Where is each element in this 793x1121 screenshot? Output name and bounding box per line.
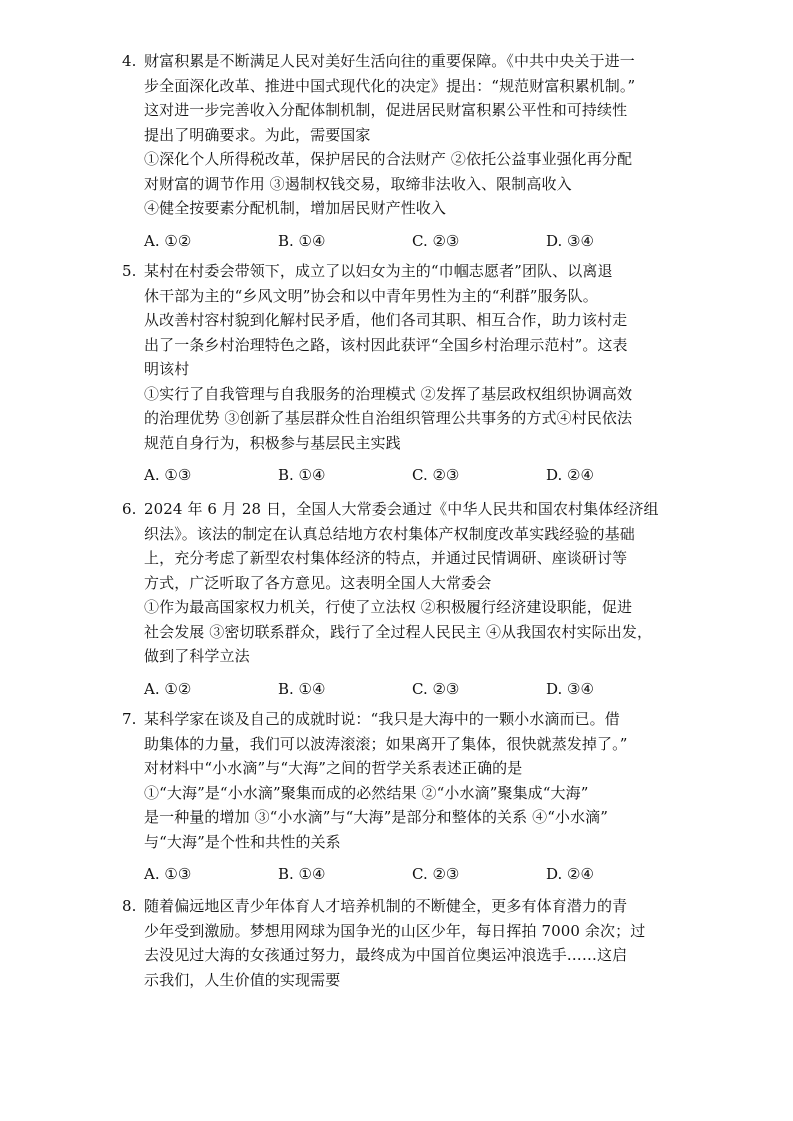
question-number: 8.	[122, 897, 137, 915]
question-8	[124, 894, 672, 992]
question-stem-text: 某科学家在谈及自己的成就时说：“我只是大海中的一颗小水滴而已。借	[144, 710, 620, 728]
question-stem-line: 步全面深化改革、推进中国式现代化的决定》提出：“规范财富积累机制。”	[144, 76, 636, 95]
statement-line: 的治理优势 ③创新了基层群众性自治组织管理公共事务的方式④村民依法	[144, 409, 633, 427]
statement-line: ①实行了自我管理与自我服务的治理模式 ②发挥了基层政权组织协调高效	[144, 384, 633, 403]
question-stem-line: 上，充分考虑了新型农村集体经济的特点，并通过民情调研、座谈研讨等	[144, 549, 628, 567]
question-6	[124, 497, 672, 703]
question-5	[124, 259, 672, 489]
option-c[interactable]: C. ②③	[412, 679, 460, 698]
option-b[interactable]: B. ①④	[278, 466, 326, 484]
option-d[interactable]: D. ③④	[546, 231, 594, 250]
statement-line: 对财富的调节作用 ③遏制权钱交易，取缔非法收入、限制高收入	[144, 174, 572, 193]
option-b[interactable]: B. ①④	[278, 231, 326, 250]
question-stem-line: 出了一条乡村治理特色之路，该村因此获评“全国乡村治理示范村”。这表	[144, 335, 628, 354]
answer-options	[124, 860, 672, 888]
option-d[interactable]: D. ③④	[546, 679, 594, 698]
question-stem-line: 织法》。该法的制定在认真总结地方农村集体产权制度改革实践经验的基础	[144, 524, 635, 543]
statement-line: 是一种量的增加 ③“小水滴”与“大海”是部分和整体的关系 ④“小水滴”	[144, 808, 609, 826]
question-stem-line: 对材料中“小水滴”与“大海”之间的哲学关系表述正确的是	[144, 759, 523, 777]
option-a[interactable]: A. ①②	[144, 679, 192, 698]
question-stem-line: 少年受到激励。梦想用网球为国争光的山区少年，每日挥拍 7000 余次；过	[144, 921, 646, 940]
question-stem-text: 2024 年 6 月 28 日，全国人大常委会通过《中华人民共和国农村集体经济组	[144, 500, 659, 518]
option-d[interactable]: D. ②④	[546, 466, 594, 484]
statement-line: 做到了科学立法	[144, 647, 250, 665]
question-stem-line: 明该村	[144, 360, 190, 378]
question-stem-line: 从改善村容村貌到化解村民矛盾，他们各司其职、相互合作，助力该村走	[144, 311, 628, 329]
question-stem-text: 某村在村委会带领下，成立了以妇女为主的“巾帼志愿者”团队、以离退	[144, 262, 613, 280]
question-stem-line: 方式，广泛听取了各方意见。这表明全国人大常委会	[144, 573, 492, 592]
statement-line: ①深化个人所得税改革，保护居民的合法财产 ②依托公益事业强化再分配	[144, 150, 633, 168]
option-c[interactable]: C. ②③	[412, 231, 460, 250]
question-stem-text: 财富积累是不断满足人民对美好生活向往的重要保障。《中共中央关于进一	[144, 52, 635, 70]
question-stem-line: 去没见过大海的女孩通过努力，最终成为中国首位奥运冲浪选手……这启	[144, 946, 628, 964]
question-stem-line	[124, 49, 672, 74]
question-number: 7.	[122, 710, 137, 728]
question-stem-text: 随着偏远地区青少年体育人才培养机制的不断健全，更多有体育潜力的青	[144, 897, 628, 915]
question-stem-line: 助集体的力量，我们可以波涛滚滚；如果离开了集体，很快就蒸发掉了。”	[144, 734, 628, 753]
option-b[interactable]: B. ①④	[278, 865, 326, 883]
option-c[interactable]: C. ②③	[412, 865, 460, 883]
answer-options	[124, 227, 672, 255]
statement-line: ①“大海”是“小水滴”聚集而成的必然结果 ②“小水滴”聚集成“大海”	[144, 783, 589, 802]
statement-line: ④健全按要素分配机制，增加居民财产性收入	[144, 199, 447, 217]
option-d[interactable]: D. ②④	[546, 865, 594, 883]
question-4	[124, 49, 672, 255]
question-stem-line	[124, 259, 672, 284]
option-a[interactable]: A. ①③	[144, 466, 192, 484]
statement-line: 与“大海”是个性和共性的关系	[144, 832, 341, 851]
option-b[interactable]: B. ①④	[278, 679, 326, 698]
statement-line: 社会发展 ③密切联系群众，践行了全过程人民民主 ④从我国农村实际出发，	[144, 622, 653, 641]
option-a[interactable]: A. ①③	[144, 865, 192, 883]
answer-options	[124, 461, 672, 489]
option-a[interactable]: A. ①②	[144, 231, 192, 250]
statement-line: ①作为最高国家权力机关，行使了立法权 ②积极履行经济建设职能，促进	[144, 598, 633, 616]
question-stem-line: 示我们，人生价值的实现需要	[144, 970, 341, 989]
question-stem-line	[124, 707, 672, 732]
answer-options	[124, 675, 672, 703]
question-7	[124, 707, 672, 888]
question-number: 4.	[122, 52, 137, 70]
option-c[interactable]: C. ②③	[412, 466, 460, 484]
question-stem-line	[124, 497, 672, 522]
question-stem-line	[124, 894, 672, 919]
question-number: 6.	[122, 500, 137, 518]
statement-line: 规范自身行为，积极参与基层民主实践	[144, 433, 401, 452]
question-number: 5.	[122, 262, 137, 280]
question-stem-line: 这对进一步完善收入分配体制机制，促进居民财富积累公平性和可持续性	[144, 101, 628, 119]
question-stem-line: 提出了明确要求。为此，需要国家	[144, 125, 371, 144]
question-stem-line: 休干部为主的“乡风文明”协会和以中青年男性为主的“利群”服务队。	[144, 286, 598, 305]
